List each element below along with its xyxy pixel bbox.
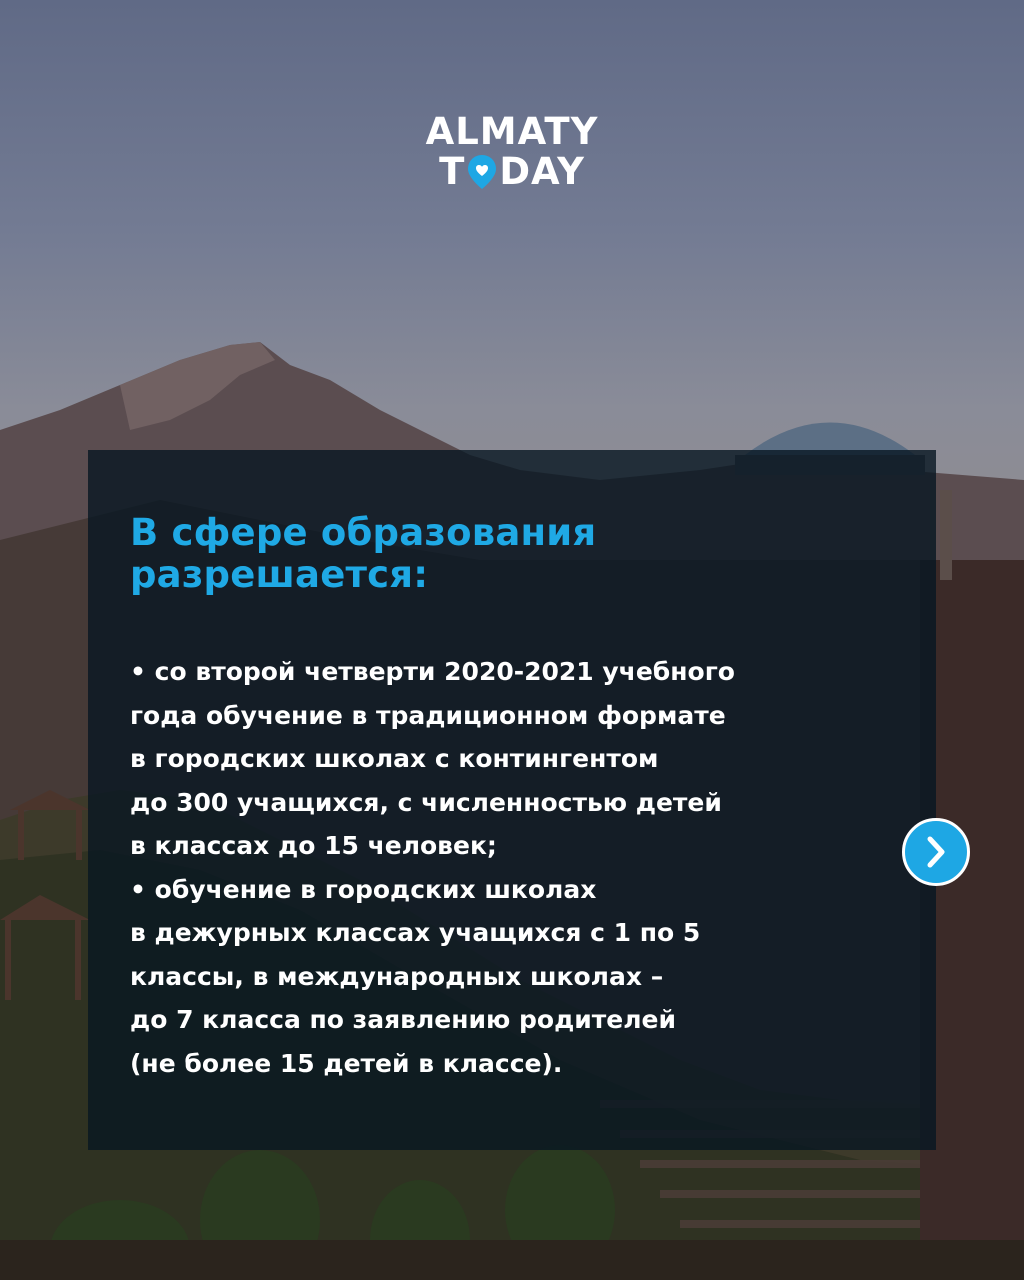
body-line: классы, в международных школах –	[130, 961, 664, 991]
body-line: года обучение в традиционном формате	[130, 700, 726, 730]
body-line: • со второй четверти 2020-2021 учебного	[130, 657, 735, 686]
body-line: в городских школах с контингентом	[130, 744, 659, 773]
almaty-today-logo	[0, 112, 1024, 199]
logo-line-1: ALMATY	[425, 110, 599, 153]
logo-line-2	[439, 152, 585, 192]
logo-letters-day: DAY	[499, 150, 585, 193]
card-body	[130, 650, 910, 1085]
body-line: в классах до 15 человек;	[130, 831, 497, 860]
chevron-right-icon	[922, 835, 950, 869]
body-line: • обучение в городских школах	[130, 874, 597, 904]
logo-letter-t: T	[439, 150, 466, 193]
card-title	[130, 512, 596, 596]
next-slide-button[interactable]	[902, 818, 970, 886]
card-title-line: В сфере образования	[130, 511, 597, 554]
info-card	[88, 450, 936, 1150]
body-line: до 7 класса по заявлению родителей	[130, 1005, 677, 1034]
body-line: до 300 учащихся, с численностью детей	[130, 787, 722, 817]
body-line: (не более 15 детей в классе).	[130, 1048, 563, 1078]
body-line: в дежурных классах учащихся с 1 по 5	[130, 918, 701, 947]
location-pin-heart-icon	[467, 154, 497, 190]
card-title-line: разрешается:	[130, 553, 429, 596]
